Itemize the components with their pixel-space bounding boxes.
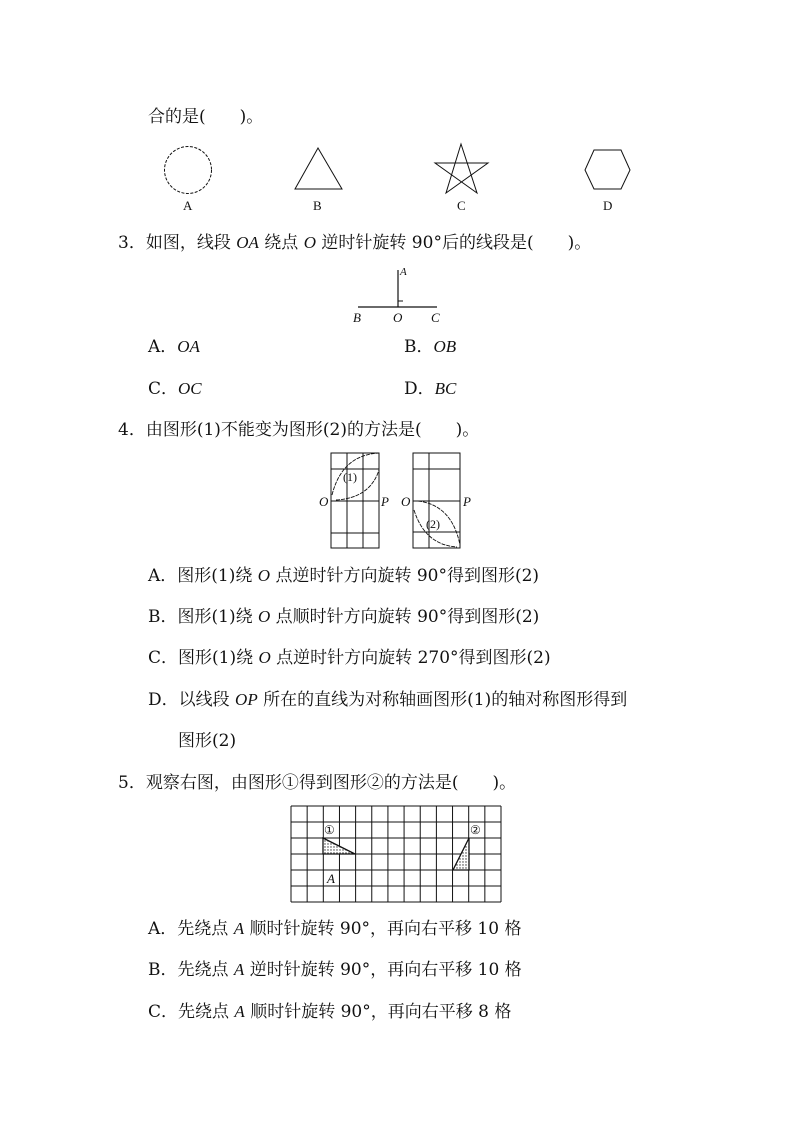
- q2-option-a-label: A: [183, 198, 193, 213]
- q4-number: 4．: [118, 420, 146, 440]
- q4-option-c[interactable]: C．图形(1)绕 O 点逆时针方向旋转 270°得到图形(2): [148, 648, 551, 668]
- q3-number: 3．: [118, 233, 146, 253]
- q4-stem: 4．由图形(1)不能变为图形(2)的方法是( )。: [118, 420, 480, 440]
- q5-option-c[interactable]: C．先绕点 A 顺时针旋转 90°，再向右平移 8 格: [148, 1002, 512, 1022]
- q2-option-b-label: B: [313, 198, 322, 213]
- q4-label-o-1: O: [319, 494, 329, 509]
- q2-shape-triangle: [295, 148, 342, 189]
- q2-shape-circle: [165, 147, 212, 194]
- q4-figure-1-label: (1): [343, 470, 357, 484]
- q3-option-a[interactable]: A．OA: [148, 337, 200, 357]
- q5-figure-2-label: ②: [470, 823, 481, 837]
- q2-option-d-label: D: [603, 198, 613, 213]
- q4-option-d-continued: 图形(2): [178, 731, 237, 751]
- q3-label-b: B: [353, 310, 361, 325]
- q4-label-p-1: P: [381, 494, 389, 509]
- q5-label-a: A: [327, 871, 335, 886]
- q4-label-o-2: O: [401, 494, 411, 509]
- q4-option-a[interactable]: A．图形(1)绕 O 点逆时针方向旋转 90°得到图形(2): [148, 566, 540, 586]
- q5-stem: 5．观察右图，由图形①得到图形②的方法是( )。: [118, 773, 517, 793]
- q2-stem-tail: 合的是( )。: [148, 107, 264, 127]
- q3-label-a: A: [400, 266, 407, 278]
- q2-shape-hexagon: [585, 150, 630, 189]
- q3-option-b[interactable]: B．OB: [404, 337, 457, 357]
- q2-shape-star: [435, 144, 488, 193]
- q4-option-b[interactable]: B．图形(1)绕 O 点顺时针方向旋转 90°得到图形(2): [148, 607, 540, 627]
- q5-number: 5．: [118, 773, 146, 793]
- q3-label-o: O: [393, 310, 403, 325]
- q4-grid-1: [331, 453, 379, 548]
- q5-figure-1-label: ①: [324, 823, 335, 837]
- q5-option-b[interactable]: B．先绕点 A 逆时针旋转 90°，再向右平移 10 格: [148, 960, 522, 980]
- q4-grid-2: [413, 453, 460, 548]
- q3-option-d[interactable]: D．BC: [404, 379, 457, 399]
- q5-option-a[interactable]: A．先绕点 A 顺时针旋转 90°，再向右平移 10 格: [148, 919, 522, 939]
- q4-label-p-2: P: [463, 494, 471, 509]
- q3-option-c[interactable]: C．OC: [148, 379, 202, 399]
- q4-option-d[interactable]: D．以线段 OP 所在的直线为对称轴画图形(1)的轴对称图形得到: [148, 690, 628, 710]
- q3-stem: 3．如图，线段 OA 绕点 O 逆时针旋转 90°后的线段是( )。: [118, 233, 592, 253]
- q2-option-c-label: C: [457, 198, 466, 213]
- q4-figure-2-label: (2): [426, 517, 440, 531]
- q3-label-c: C: [431, 310, 440, 325]
